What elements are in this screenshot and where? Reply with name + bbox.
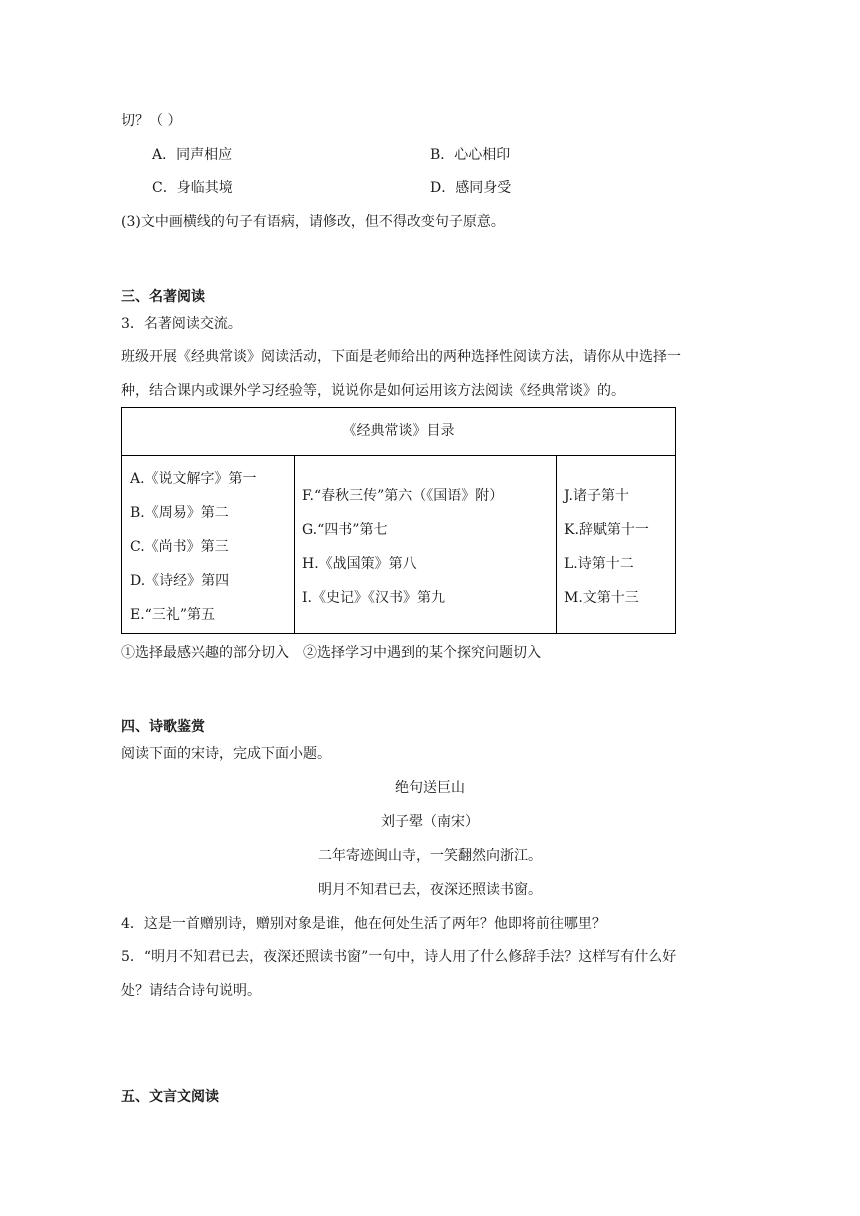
contents-column-2 <box>294 455 557 633</box>
contents-item: E.“三礼”第五 <box>130 607 215 623</box>
contents-item: I.《史记》《汉书》第九 <box>302 590 445 606</box>
contents-item: G.“四书”第七 <box>302 522 388 538</box>
contents-column-3 <box>556 455 675 633</box>
contents-item: F.“春秋三传”第六（《国语》附） <box>302 488 504 504</box>
question-3-line-2: 种，结合课内或课外学习经验等，说说你是如何运用该方法阅读《经典常谈》的。 <box>121 383 625 399</box>
contents-item: L.诗第十二 <box>564 556 634 572</box>
contents-item: H.《战国策》第八 <box>302 556 417 572</box>
contents-item: C.《尚书》第三 <box>130 539 229 555</box>
section-heading-3: 三、名著阅读 <box>121 289 205 305</box>
option-b: B．心心相印 <box>430 147 511 163</box>
option-d: D．感同身受 <box>430 180 512 196</box>
contents-table-header: 《经典常谈》目录 <box>122 408 675 456</box>
section-heading-4: 四、诗歌鉴赏 <box>121 719 205 735</box>
contents-item: B.《周易》第二 <box>130 505 229 521</box>
poem-title: 绝句送巨山 <box>395 780 465 796</box>
sub-question-3: (3)文中画横线的句子有语病，请修改，但不得改变句子原意。 <box>121 214 505 230</box>
contents-item: J.诸子第十 <box>564 488 629 504</box>
question-3-title: 3．名著阅读交流。 <box>121 316 242 332</box>
question-5-line-2: 处？请结合诗句说明。 <box>121 983 261 999</box>
question-3-line-1: 班级开展《经典常谈》阅读活动，下面是老师给出的两种选择性阅读方法，请你从中选择一 <box>121 349 681 365</box>
reading-methods: ①选择最感兴趣的部分切入 ②选择学习中遇到的某个探究问题切入 <box>121 645 541 661</box>
contents-item: A.《说文解字》第一 <box>130 471 257 487</box>
section-heading-5: 五、文言文阅读 <box>121 1089 219 1105</box>
poem-intro: 阅读下面的宋诗，完成下面小题。 <box>121 746 331 762</box>
contents-item: K.辞赋第十一 <box>564 522 649 538</box>
contents-item: D.《诗经》第四 <box>130 573 230 589</box>
option-a: A．同声相应 <box>152 147 233 163</box>
question-stem-tail: 切？（ ） <box>121 113 182 129</box>
poem-author: 刘子翚（南宋） <box>381 814 479 830</box>
question-5-line-1: 5．“明月不知君已去，夜深还照读书窗”一句中，诗人用了什么修辞手法？这样写有什么好 <box>121 949 677 965</box>
poem-line-2: 明月不知君已去，夜深还照读书窗。 <box>318 882 542 898</box>
contents-table <box>121 407 676 634</box>
contents-item: M.文第十三 <box>564 590 639 606</box>
contents-column-1 <box>122 455 295 633</box>
poem-line-1: 二年寄迹闽山寺，一笑翻然向浙江。 <box>318 848 542 864</box>
option-c: C．身临其境 <box>152 180 233 196</box>
question-4: 4．这是一首赠别诗，赠别对象是谁，他在何处生活了两年？他即将前往哪里？ <box>121 916 606 932</box>
